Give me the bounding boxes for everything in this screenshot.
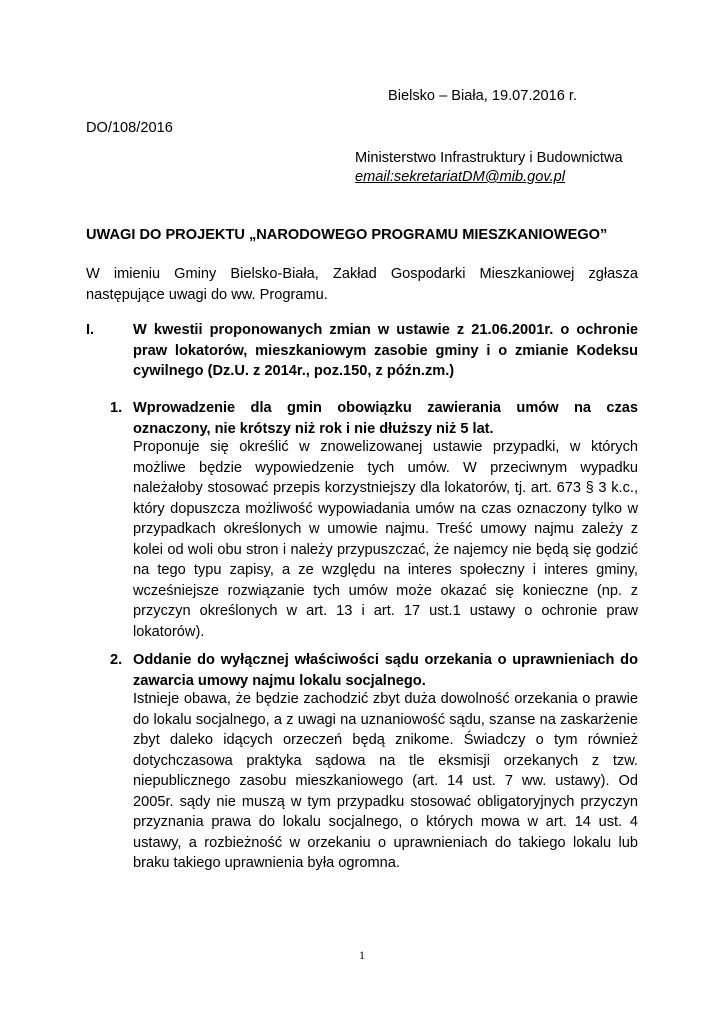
point-body-line: Proponuje się określić w znowelizowanej ustawie przypadki, w których bbox=[133, 439, 638, 455]
point-heading bbox=[133, 398, 638, 439]
point-heading bbox=[133, 650, 638, 691]
document-title: UWAGI DO PROJEKTU „NARODOWEGO PROGRAMU MIESZKANIOWEGO” bbox=[86, 227, 608, 243]
point-body-line: należałoby stosować przepis korzystniejszy dla lokatorów, tj. art. 673 § 3 k.c., bbox=[133, 480, 638, 496]
point-heading-line: oznaczony, nie krótszy niż rok i nie dłuższy niż 5 lat. bbox=[133, 420, 494, 437]
point-body-line: dotychczasowa praktyka sądowa na tle eksmisji orzekanych z tzw. bbox=[133, 752, 638, 769]
point-body-line: kolei od woli obu stron i należy przypuszczać, że najemcy nie będą się godzić bbox=[133, 541, 638, 558]
point-body-line: ustawy, a rozbieżność w orzekaniu o uprawnieniach do takiego lokalu lub bbox=[133, 834, 638, 851]
section-heading-line: W kwestii proponowanych zmian w ustawie z 21.06.2001r. o ochronie bbox=[133, 322, 638, 338]
section-heading-line: praw lokatorów, mieszkaniowym zasobie gminy i o zmianie Kodeksu bbox=[133, 342, 638, 359]
point-body-line: zbyt daleko idących orzeczeń będą znikome. Świadczy o tym również bbox=[133, 732, 638, 748]
point-body-line: niepublicznego zasobu mieszkaniowego (art. 14 ust. 7 ww. ustawy). Od bbox=[133, 773, 638, 789]
point-body-line: 2005r. sądy nie muszą w tym przypadku stosować obligatoryjnych przyczyn bbox=[133, 793, 638, 810]
section-heading-line: cywilnego (Dz.U. z 2014r., poz.150, z późn.zm.) bbox=[133, 363, 455, 379]
point-body-line: przypadkach określonych w umowie najmu. Treść umowy najmu zależy z bbox=[133, 521, 638, 537]
point-heading-line: Wprowadzenie dla gmin obowiązku zawierania umów na czas bbox=[133, 400, 638, 416]
point-body-line: który dopuszcza możliwość wypowiadania umów na czas oznaczony tylko w bbox=[133, 500, 638, 517]
point-body-line: przyznania prawa do lokalu socjalnego, o których mowa w art. 14 ust. 4 bbox=[133, 814, 638, 830]
point-body-line: na tego typu zapisy, a ze względu na interes społeczny i interes gminy, bbox=[133, 562, 638, 578]
point-number: 1. bbox=[110, 400, 123, 416]
point-body bbox=[133, 437, 638, 642]
section-heading bbox=[133, 320, 638, 382]
point-body-line: do lokalu socjalnego, a z uwagi na uznaniowość sądu, szanse na zaskarżenie bbox=[133, 711, 638, 728]
point-heading-line: Oddanie do wyłącznej właściwości sądu orzekania o uprawnieniach do bbox=[133, 652, 638, 668]
recipient-name: Ministerstwo Infrastruktury i Budownictwa bbox=[355, 150, 623, 166]
point-body bbox=[133, 689, 638, 874]
intro-line: W imieniu Gminy Bielsko-Biała, Zakład Gospodarki Mieszkaniowej zgłasza bbox=[86, 266, 638, 282]
point-body-line: przyczyn określonych w art. 13 i art. 17 ust.1 ustawy o ochronie praw bbox=[133, 603, 638, 619]
reference-number: DO/108/2016 bbox=[86, 120, 173, 136]
point-number: 2. bbox=[110, 652, 123, 668]
point-body-line: wcześniejsze rozwiązanie tych umów może okazać się konieczne (np. z bbox=[133, 582, 638, 599]
page-number: 1 bbox=[359, 948, 365, 962]
place-date: Bielsko – Biała, 19.07.2016 r. bbox=[388, 88, 578, 104]
intro-line: następujące uwagi do ww. Programu. bbox=[86, 286, 328, 303]
point-heading-line: zawarcia umowy najmu lokalu socjalnego. bbox=[133, 672, 426, 689]
point-body-line: braku takiego uprawnienia była ogromna. bbox=[133, 855, 400, 871]
point-body-line: możliwe będzie wypowiedzenie tych umów. W przeciwnym wypadku bbox=[133, 459, 638, 476]
recipient-email[interactable]: email:sekretariatDM@mib.gov.pl bbox=[355, 169, 565, 185]
point-body-line: lokatorów). bbox=[133, 623, 205, 640]
point-body-line: Istnieje obawa, że będzie zachodzić zbyt duża dowolność orzekania o prawie bbox=[133, 691, 638, 707]
section-numeral: I. bbox=[86, 322, 95, 338]
intro-paragraph bbox=[86, 264, 638, 305]
